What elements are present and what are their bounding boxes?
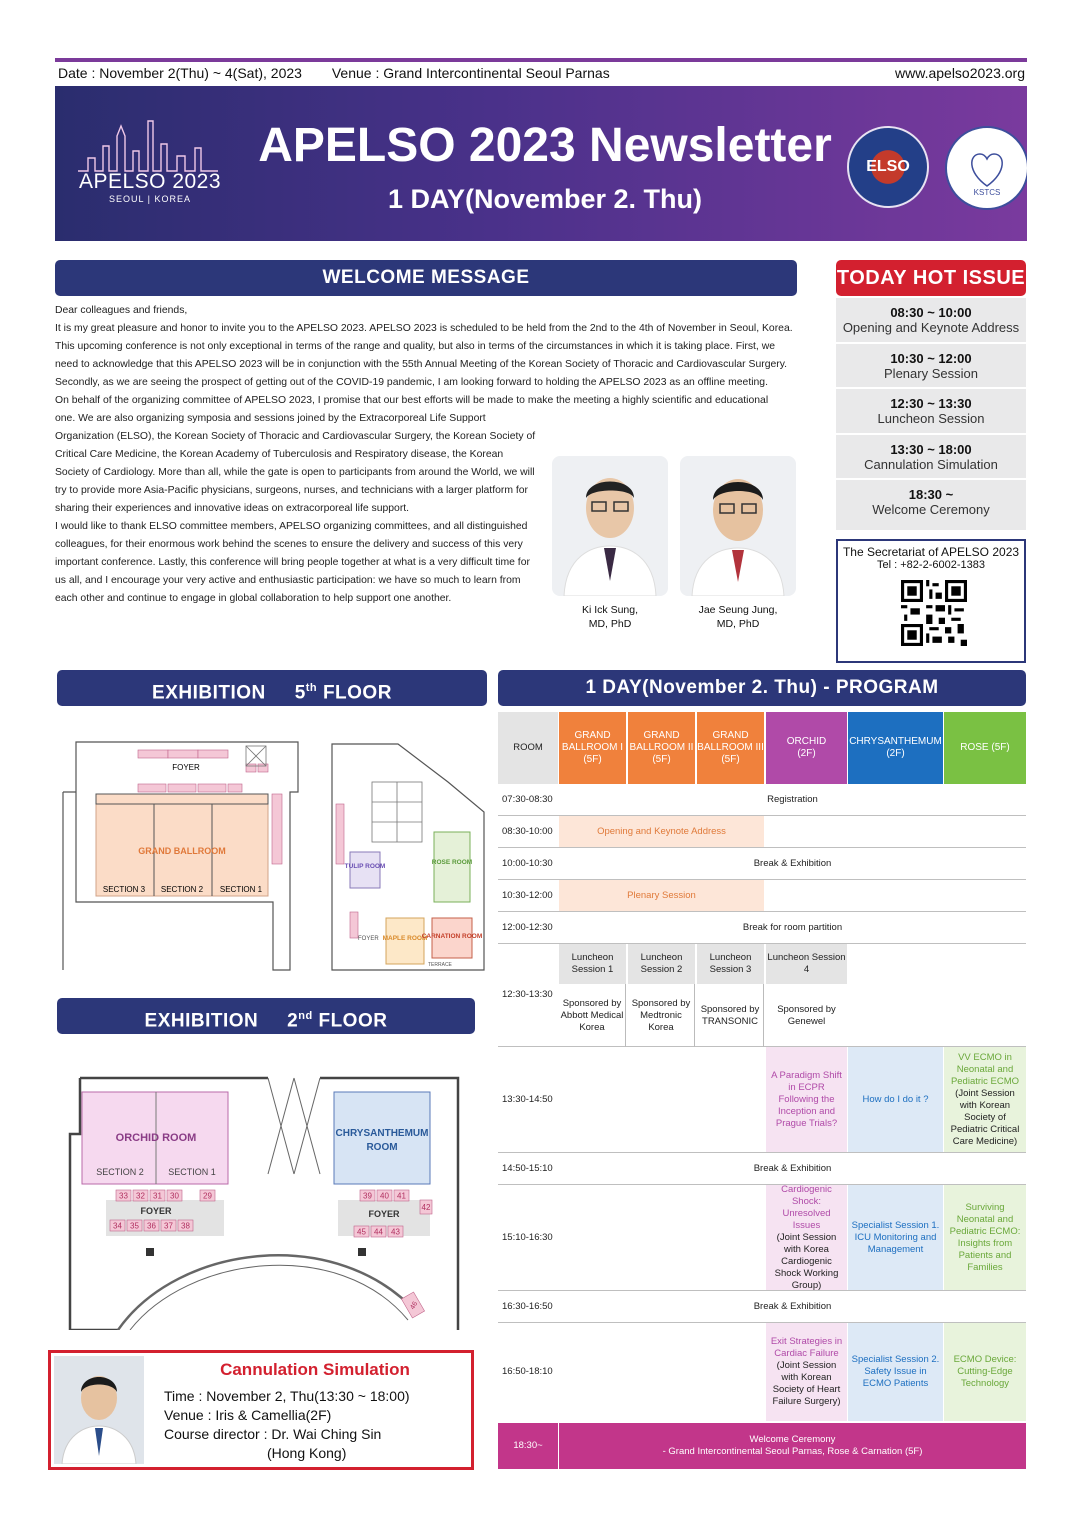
room-name: GRAND BALLROOM I	[561, 730, 624, 753]
session-chrysanthemum: Specialist Session 1. ICU Monitoring and Management	[848, 1185, 943, 1290]
hot-issue-time: 10:30 ~ 12:00	[890, 350, 972, 366]
session-orchid	[766, 1185, 847, 1290]
tulip-room-label: TULIP ROOM	[344, 863, 386, 870]
person1-name: Ki Ick Sung,	[581, 604, 639, 616]
hot-issue-time: 18:30 ~	[908, 487, 954, 502]
booth-30: 30	[170, 1191, 179, 1201]
foyer-right-label: FOYER	[368, 1209, 400, 1219]
row-time: 13:30-14:50	[502, 1093, 553, 1105]
website-link[interactable]: www.apelso2023.org	[895, 65, 1025, 81]
logo-subtitle: SEOUL | KOREA	[108, 194, 192, 204]
qr-code-icon[interactable]	[901, 580, 967, 646]
room-label: ROOM	[498, 712, 558, 784]
elso-logo-text: ELSO	[866, 158, 910, 175]
person1-title: MD, PhD	[588, 618, 632, 630]
portrait-wai-ching-sin	[54, 1356, 144, 1464]
carnation-room-label: CARNATION ROOM	[421, 933, 483, 940]
booth-35: 35	[130, 1221, 139, 1231]
secretariat-tel[interactable]: Tel : +82-2-6002-1383	[877, 559, 985, 571]
event-venue: Venue : Grand Intercontinental Seoul Parnas	[331, 65, 610, 81]
kstcs-logo-text: KSTCS	[973, 188, 1001, 197]
maple-room-label: MAPLE ROOM	[382, 935, 428, 942]
header-word: EXHIBITION	[152, 682, 266, 704]
room-name: GRAND BALLROOM II	[629, 730, 694, 753]
toilet-icon	[146, 1248, 366, 1256]
hot-issue-time: 13:30 ~ 18:00	[890, 441, 972, 457]
room-floor: (2F)	[797, 748, 816, 759]
program-row	[498, 1185, 1026, 1291]
row-time: 07:30-08:30	[502, 793, 553, 805]
hot-issue-label: Cannulation Simulation	[864, 456, 998, 472]
logo-wordmark: APELSO 2023	[78, 170, 222, 193]
hot-issue-label: Plenary Session	[884, 365, 978, 381]
welcome-ceremony-venue: - Grand Intercontinental Seoul Parnas, Rose & Carnation (5F)	[662, 1446, 923, 1457]
program-row	[498, 912, 1026, 944]
session-rose: ECMO Device: Cutting-Edge Technology	[944, 1323, 1026, 1421]
room-header-chrysanthemum	[848, 712, 943, 784]
portrait-ki-ick-sung	[552, 456, 668, 596]
newsletter-title: APELSO 2023 Newsletter	[258, 119, 832, 172]
row-time: 16:50-18:10	[502, 1366, 553, 1377]
foyer-left-label: FOYER	[140, 1206, 172, 1216]
program-header-row	[498, 712, 1026, 784]
kstcs-seal-logo	[945, 126, 1027, 210]
person2-name: Jae Seung Jung,	[698, 604, 778, 616]
portrait-jae-seung-jung	[680, 456, 796, 596]
program-row	[498, 1291, 1026, 1323]
row-event: Plenary Session	[559, 880, 764, 911]
row-time: 12:30-13:30	[502, 989, 553, 1000]
session-orchid-title: Exit Strategies in Cardiac Failure	[770, 1336, 843, 1359]
luncheon-title: Luncheon Session 1	[559, 944, 626, 984]
booth-38: 38	[181, 1221, 190, 1231]
booth-46: 46	[409, 1300, 420, 1311]
program-row	[498, 784, 1026, 816]
row-time: 12:00-12:30	[502, 921, 553, 933]
hot-issue-list	[836, 298, 1026, 530]
floor-plan-2f	[58, 1074, 462, 1330]
orchid-room-label: ORCHID ROOM	[115, 1132, 197, 1144]
booth-40: 40	[380, 1191, 389, 1201]
row-event: Break & Exhibition	[753, 1300, 832, 1312]
floor-plan-5f	[58, 722, 490, 974]
rose-room-label: ROSE ROOM	[431, 859, 473, 866]
hot-issue-item	[836, 435, 1026, 481]
booth-43: 43	[391, 1227, 400, 1237]
session-chrysanthemum: Specialist Session 2. Safety Issue in ECMO Patients	[848, 1323, 943, 1421]
event-info	[58, 65, 636, 81]
program-row-welcome	[498, 1423, 1026, 1469]
room-header-rose	[944, 712, 1026, 784]
hot-issue-item	[836, 344, 1026, 390]
welcome-ceremony-title: Welcome Ceremony	[749, 1434, 836, 1445]
room-floor: (2F)	[886, 748, 905, 759]
hot-issue-time: 08:30 ~ 10:00	[890, 305, 972, 320]
room-name: ORCHID	[786, 736, 827, 747]
exhibition-5f-header	[57, 670, 487, 706]
grand-ballroom-label: GRAND BALLROOM	[138, 846, 226, 856]
cannulation-director-org: (Hong Kong)	[267, 1445, 347, 1461]
row-event: Break for room partition	[742, 921, 843, 933]
program-row	[498, 880, 1026, 912]
portrait-caption-2	[680, 603, 796, 631]
person2-title: MD, PhD	[716, 618, 760, 630]
header-banner	[55, 86, 1027, 241]
session-rose-title: VV ECMO in Neonatal and Pediatric ECMO	[950, 1051, 1020, 1087]
hot-issue-time: 12:30 ~ 13:30	[890, 396, 972, 411]
cannulation-details	[164, 1387, 410, 1463]
room-name: ROSE (5F)	[960, 742, 1010, 753]
session-rose-note: (Joint Session with Korean Society of Pediatric Critical Care Medicine)	[950, 1087, 1020, 1147]
header-floor-number: 2	[287, 1010, 299, 1032]
header-floor-suffix: nd	[298, 1010, 313, 1022]
orchid-section1-label: SECTION 1	[168, 1167, 216, 1177]
person-icon	[680, 456, 796, 596]
welcome-p3: This upcoming conference is not only exceptional in terms of the range and quality, but also in terms of the circumstances in which it is taking place. First, we need to acknowledge that this APELSO 2023 will be in conjunction with the 55th Annual Meeting of the Korean Society of Thoracic and Cardiovascular Surgery. Secondly, as we are seeing the prospect of getting out of the COVID-19 pandemic, I am looking forward to holding the APELSO 2023 as an offline meeting.	[55, 341, 788, 388]
row-event: Registration	[767, 793, 818, 805]
program-row	[498, 848, 1026, 880]
row-event: Opening and Keynote Address	[559, 816, 764, 847]
header-floor-word: FLOOR	[322, 682, 392, 704]
cannulation-title: Cannulation Simulation	[220, 1360, 410, 1379]
welcome-p5: I would like to thank ELSO committee members, APELSO organizing committees, and all distinguished colleagues, for their enormous work behind the scenes to ensure the delivery and success of this very important conference. Lastly, this conference will bring people together at what is a very difficult time for us all, and I encourage your very active and enthusiastic participation: we have so much to learn from each other and continue to engage in global collaboration to help support one another.	[55, 521, 530, 604]
welcome-ceremony-cell	[559, 1423, 1026, 1469]
program-header: 1 DAY(November 2. Thu) - PROGRAM	[498, 670, 1026, 706]
top-rule	[55, 58, 1027, 62]
program-row-luncheon	[498, 944, 1026, 1047]
row-event: Break & Exhibition	[753, 857, 832, 869]
luncheon-title: Luncheon Session 4	[766, 944, 847, 984]
header-word: EXHIBITION	[144, 1010, 259, 1032]
person-icon	[54, 1356, 144, 1464]
hot-issue-label: Opening and Keynote Address	[842, 320, 1020, 335]
luncheon-title: Luncheon Session 3	[697, 944, 764, 984]
elso-logo	[847, 126, 929, 208]
section3-label: SECTION 3	[102, 885, 146, 894]
row-time: 10:00-10:30	[502, 857, 553, 869]
session-orchid	[766, 1323, 847, 1421]
row-time: 18:30~	[498, 1423, 558, 1469]
secretariat-title: The Secretariat of APELSO 2023	[842, 545, 1020, 559]
room-floor: (5F)	[583, 754, 602, 765]
cannulation-director: Course director : Dr. Wai Ching Sin	[164, 1426, 382, 1442]
program-row	[498, 1047, 1026, 1153]
booth-39: 39	[363, 1191, 372, 1201]
chrysanthemum-room-label-b: ROOM	[366, 1142, 398, 1153]
session-orchid: A Paradigm Shift in ECPR Following the Inception and Prague Trials?	[766, 1047, 847, 1152]
row-time: 10:30-12:00	[502, 889, 553, 901]
hot-issue-item	[836, 480, 1026, 526]
newsletter-subtitle: 1 DAY(November 2. Thu)	[387, 184, 703, 214]
orchid-section2-label: SECTION 2	[96, 1167, 144, 1177]
cannulation-venue: Venue : Iris & Camellia(2F)	[164, 1407, 332, 1423]
welcome-p4b: one. We are also organizing symposia and sessions joined by the Extracorporeal Life Support Organization (ELSO), the Korean Society of Thoracic and Cardiovascular Surgery, the Korean Society of Critical Care Medicine, the Korean Academy of Tuberculosis and Respiratory disease, the Korean Society of Cardiology. More than all, while the gate is open to participants from around the World, we will try to provide more Asia-Pacific physicians, surgeons, nurses, and technicians with a larger platform for sharing their experiences and innovative ideas on extracorporeal life support.	[55, 413, 536, 514]
room-name: CHRYSANTHEMUM	[849, 736, 942, 747]
welcome-p1: Dear colleagues and friends,	[55, 305, 188, 316]
booth-34: 34	[113, 1221, 122, 1231]
session-orchid-title: Cardiogenic Shock: Unresolved Issues	[781, 1183, 832, 1231]
hot-issue-item	[836, 389, 1026, 435]
person-icon	[552, 456, 668, 596]
welcome-p4a: On behalf of the organizing committee of APELSO 2023, I promise that our best efforts will be made to make the meeting a highly scientific and educational	[55, 395, 769, 406]
luncheon-sponsor: Sponsored by Medtronic Korea	[628, 984, 695, 1047]
header-floor-suffix: th	[305, 682, 318, 694]
chrysanthemum-room-label-a: CHRYSANTHEMUM	[335, 1128, 429, 1139]
section1-label: SECTION 1	[219, 885, 263, 894]
event-date: Date : November 2(Thu) ~ 4(Sat), 2023	[58, 65, 302, 81]
luncheon-sponsor: Sponsored by Abbott Medical Korea	[559, 984, 626, 1047]
room-header-gb2	[628, 712, 695, 784]
room-header-gb1	[559, 712, 626, 784]
terrace-label: TERRACE	[428, 962, 452, 968]
booth-29: 29	[203, 1191, 212, 1201]
booth-44: 44	[374, 1227, 383, 1237]
row-time: 16:30-16:50	[502, 1300, 553, 1312]
welcome-header: WELCOME MESSAGE	[55, 260, 797, 296]
foyer-5f-east-label: FOYER	[358, 936, 379, 942]
room-header-orchid	[766, 712, 847, 784]
room-floor: (5F)	[652, 754, 671, 765]
session-orchid-note: (Joint Session with Korea Cardiogenic Shock Working Group)	[774, 1231, 839, 1291]
row-time: 15:10-16:30	[502, 1231, 553, 1243]
hot-issue-item	[836, 298, 1026, 344]
session-rose: Surviving Neonatal and Pediatric ECMO: Insights from Patients and Families	[944, 1185, 1026, 1290]
luncheon-sponsor: Sponsored by Genewel	[777, 1003, 836, 1027]
hot-issue-label: Luncheon Session	[877, 411, 985, 426]
row-time: 08:30-10:00	[502, 825, 553, 837]
cannulation-time: Time : November 2, Thu(13:30 ~ 18:00)	[164, 1388, 410, 1404]
header-floor-number: 5	[294, 682, 306, 704]
exhibition-2f-header	[57, 998, 475, 1034]
booth-33: 33	[119, 1191, 128, 1201]
row-event: Break & Exhibition	[753, 1162, 832, 1174]
room-name: GRAND BALLROOM III	[697, 730, 764, 753]
session-rose	[944, 1047, 1026, 1152]
booth-32: 32	[136, 1191, 145, 1201]
hot-issue-label: Welcome Ceremony	[872, 502, 990, 517]
booth-36: 36	[147, 1221, 156, 1231]
hot-issue-header: TODAY HOT ISSUE	[836, 260, 1026, 296]
booth-45: 45	[357, 1227, 366, 1237]
foyer-label: FOYER	[172, 763, 200, 772]
row-time: 14:50-15:10	[502, 1162, 553, 1174]
luncheon-sponsor: Sponsored by TRANSONIC	[697, 984, 764, 1047]
header-floor-word: FLOOR	[318, 1010, 388, 1032]
session-orchid-note: (Joint Session with Korean Society of Heart Failure Surgery)	[772, 1360, 841, 1407]
program-row	[498, 1323, 1026, 1421]
booth-42: 42	[421, 1203, 431, 1212]
session-chrysanthemum: How do I do it ?	[848, 1047, 943, 1152]
program-row	[498, 816, 1026, 848]
booth-37: 37	[164, 1221, 173, 1231]
room-header-gb3	[697, 712, 764, 784]
section2-label: SECTION 2	[160, 885, 204, 894]
portrait-caption-1	[552, 603, 668, 631]
room-floor: (5F)	[721, 754, 740, 765]
booth-31: 31	[153, 1191, 162, 1201]
booth-41: 41	[397, 1191, 406, 1201]
welcome-p2: It is my great pleasure and honor to invite you to the APELSO 2023. APELSO 2023 is scheduled to be held from the 2nd to the 4th of November in Seoul, Korea.	[55, 323, 793, 334]
luncheon-title: Luncheon Session 2	[628, 944, 695, 984]
program-row	[498, 1153, 1026, 1185]
